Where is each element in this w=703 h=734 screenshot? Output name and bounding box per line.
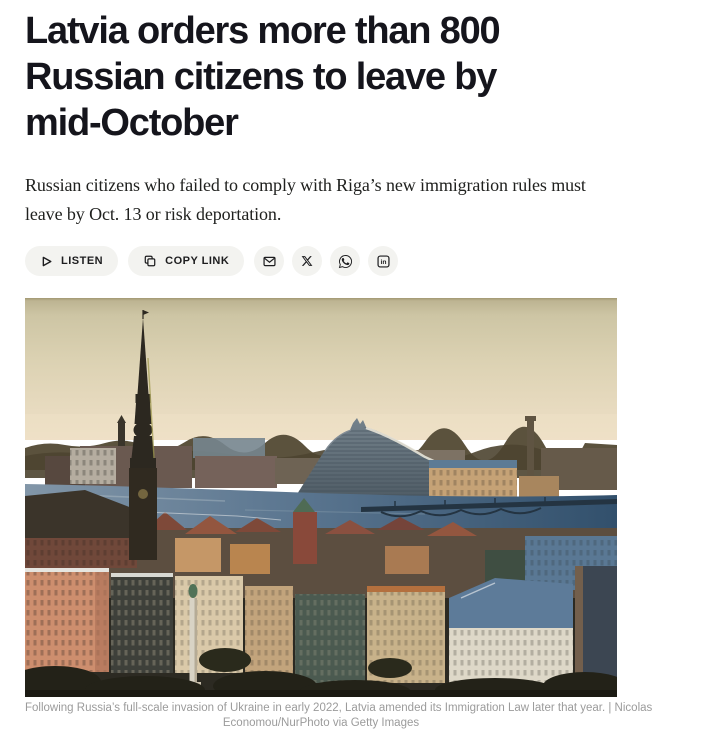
headline-line: Russian citizens to leave by (25, 56, 497, 98)
dek-line: Russian citizens who failed to comply with Riga’s new immigration rules must (25, 175, 586, 195)
copy-link-label: COPY LINK (165, 255, 230, 267)
share-whatsapp-button[interactable] (330, 246, 360, 276)
x-twitter-icon (301, 255, 313, 267)
copy-icon (143, 254, 157, 268)
article-page (25, 8, 653, 730)
article-dek (25, 171, 617, 229)
play-icon (40, 255, 53, 268)
share-email-button[interactable] (254, 246, 284, 276)
share-linkedin-button[interactable] (368, 246, 398, 276)
copy-link-button[interactable] (128, 246, 244, 276)
share-toolbar (25, 246, 617, 276)
article-photo (25, 298, 617, 697)
caption-line: Economou/NurPhoto via Getty Images (222, 716, 420, 729)
headline-line: Latvia orders more than 800 (25, 10, 500, 52)
listen-button[interactable] (25, 246, 118, 276)
caption-line: Following Russia’s full-scale invasion of Ukraine in early 2022, Latvia amended its Immigration Law later that year. | Nicolas (25, 702, 653, 714)
dek-line: leave by Oct. 13 or risk deportation. (25, 204, 282, 224)
article-headline (25, 8, 617, 146)
share-x-button[interactable] (292, 246, 322, 276)
email-icon (262, 254, 277, 269)
linkedin-icon (376, 254, 391, 269)
article-photo-figure (25, 298, 653, 730)
share-buttons (254, 246, 398, 276)
headline-line: mid-October (25, 102, 238, 144)
listen-label: LISTEN (61, 255, 104, 267)
svg-text:in: in (380, 258, 387, 266)
whatsapp-icon (338, 254, 353, 269)
